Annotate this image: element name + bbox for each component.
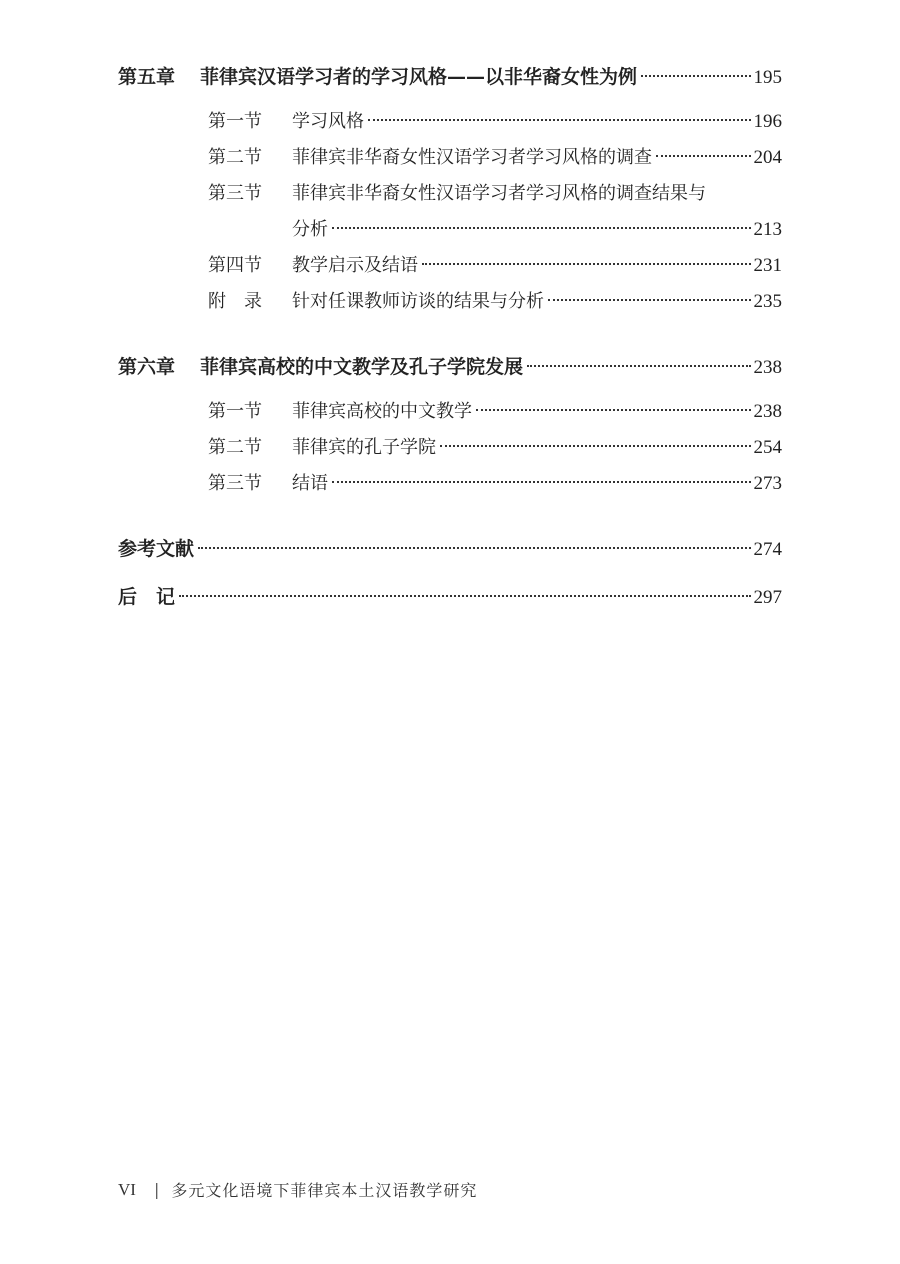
footer-separator: |	[153, 1180, 160, 1199]
chapter-title: 菲律宾高校的中文教学及孔子学院发展	[200, 356, 524, 378]
section-title: 菲律宾高校的中文教学	[292, 401, 472, 422]
section-label: 第三节	[208, 473, 262, 494]
page-number: 235	[753, 291, 782, 312]
section-label: 第四节	[208, 255, 262, 276]
page-number: 297	[753, 587, 782, 608]
toc-section-5-2[interactable]	[118, 140, 782, 176]
dot-leader	[332, 481, 751, 483]
section-label: 附 录	[208, 291, 262, 312]
footer-book-title: 多元文化语境下菲律宾本土汉语教学研究	[171, 1181, 478, 1200]
chapter-title: 菲律宾汉语学习者的学习风格——以非华裔女性为例	[200, 66, 638, 88]
page-number: 273	[753, 473, 782, 494]
dot-leader	[656, 155, 751, 157]
dot-leader	[422, 263, 751, 265]
dot-leader	[440, 445, 751, 447]
section-title: 菲律宾非华裔女性汉语学习者学习风格的调查	[292, 147, 652, 168]
page-number: 238	[753, 401, 782, 422]
toc-section-5-appendix[interactable]	[118, 284, 782, 320]
footer-page-number: VI	[118, 1179, 136, 1199]
section-title: 学习风格	[292, 111, 364, 132]
dot-leader	[368, 119, 751, 121]
toc-chapter-5[interactable]	[118, 58, 782, 96]
toc-section-5-1[interactable]	[118, 104, 782, 140]
chapter-label: 第五章	[118, 66, 176, 88]
chapter-label: 第六章	[118, 356, 176, 378]
toc-section-5-3[interactable]	[118, 176, 782, 212]
section-title-continued: 分析	[292, 219, 328, 240]
page-number: 231	[753, 255, 782, 276]
toc-references[interactable]	[118, 530, 782, 568]
toc-section-5-4[interactable]	[118, 248, 782, 284]
toc-chapter-6[interactable]	[118, 348, 782, 386]
toc-section-6-1[interactable]	[118, 394, 782, 430]
toc-afterword[interactable]	[118, 578, 782, 616]
toc-section-5-3-continued[interactable]	[118, 212, 782, 248]
dot-leader	[332, 227, 751, 229]
page-footer	[118, 1178, 477, 1201]
toc-section-6-3[interactable]	[118, 466, 782, 502]
page-number: 254	[753, 437, 782, 458]
page-number: 204	[753, 147, 782, 168]
toc-section-6-2[interactable]	[118, 430, 782, 466]
dot-leader	[198, 547, 750, 549]
table-of-contents	[118, 58, 782, 616]
page-number: 274	[753, 539, 782, 560]
references-title: 参考文献	[118, 538, 195, 560]
section-label: 第一节	[208, 401, 262, 422]
section-label: 第二节	[208, 437, 262, 458]
section-title: 结语	[292, 473, 328, 494]
section-title: 菲律宾非华裔女性汉语学习者学习风格的调查结果与	[292, 183, 706, 204]
afterword-title: 后 记	[118, 586, 176, 608]
page-number: 213	[753, 219, 782, 240]
dot-leader	[476, 409, 751, 411]
page-number: 196	[753, 111, 782, 132]
section-label: 第三节	[208, 183, 262, 204]
dot-leader	[179, 595, 750, 597]
dot-leader	[527, 365, 750, 367]
section-title: 菲律宾的孔子学院	[292, 437, 436, 458]
dot-leader	[641, 75, 750, 77]
section-label: 第一节	[208, 111, 262, 132]
dot-leader	[548, 299, 751, 301]
section-title: 教学启示及结语	[292, 255, 418, 276]
section-title: 针对任课教师访谈的结果与分析	[292, 291, 544, 312]
section-label: 第二节	[208, 147, 262, 168]
page-number: 195	[753, 67, 782, 88]
page-number: 238	[753, 357, 782, 378]
